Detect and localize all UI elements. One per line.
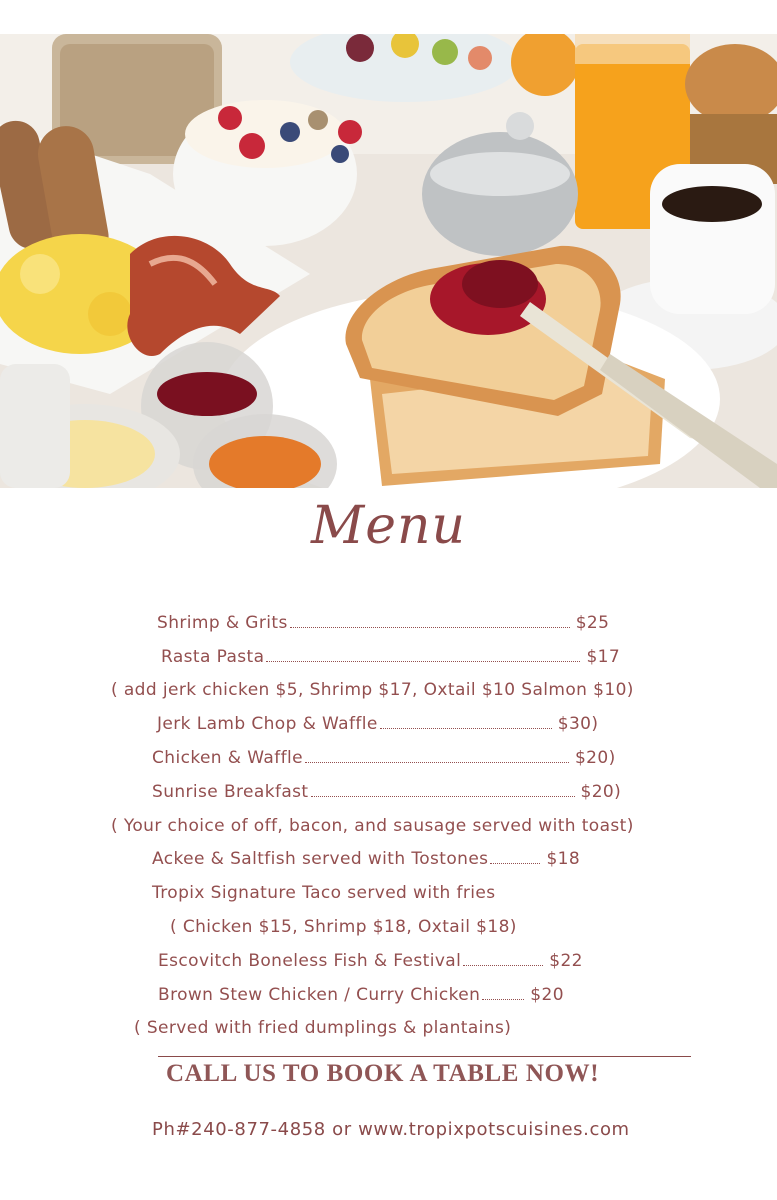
item-name: Shrimp & Grits [157, 613, 288, 633]
call-to-action: CALL US TO BOOK A TABLE NOW! [166, 1060, 600, 1087]
menu-item-brown-stew [158, 985, 564, 1005]
item-price: $20 [530, 985, 564, 1005]
item-note: Tropix Signature Taco served with fries [152, 883, 496, 903]
item-price: $20) [574, 748, 616, 768]
item-name: Sunrise Breakfast [152, 782, 309, 802]
dotted-leader [463, 964, 543, 966]
dotted-leader [482, 998, 524, 1000]
item-name: Brown Stew Chicken / Curry Chicken [158, 985, 481, 1005]
contact-info[interactable]: Ph#240-877-4858 or www.tropixpotscuisines.com [152, 1119, 630, 1140]
item-price: $20) [580, 782, 622, 802]
menu-item-chicken-waffle [152, 748, 616, 768]
menu-item-shrimp-grits [157, 613, 609, 633]
menu-item-jerk-lamb [157, 714, 598, 734]
item-note: ( Your choice of off, bacon, and sausage served with toast) [111, 816, 634, 836]
menu-title: Menu [311, 496, 466, 556]
item-price: $25 [575, 613, 610, 633]
item-note: ( Chicken $15, Shrimp $18, Oxtail $18) [170, 917, 517, 937]
item-name: Chicken & Waffle [152, 748, 303, 768]
menu-item-escovitch-fish [158, 951, 583, 971]
item-note: ( Served with fried dumplings & plantains) [134, 1018, 512, 1038]
menu-note-dumplings [134, 1018, 511, 1038]
dotted-leader [305, 761, 569, 763]
item-name: Ackee & Saltfish served with Tostones [152, 849, 489, 869]
menu-note-pasta-addons [111, 680, 634, 700]
breakfast-photo [0, 34, 777, 488]
item-price: $18 [546, 849, 581, 869]
menu-note-breakfast [111, 816, 634, 836]
item-price: $30) [557, 714, 599, 734]
item-name: Rasta Pasta [161, 647, 265, 667]
breakfast-illustration [0, 34, 777, 488]
divider [158, 1056, 691, 1057]
item-note: ( add jerk chicken $5, Shrimp $17, Oxtail $10 Salmon $10) [111, 680, 634, 700]
menu-item-sunrise-breakfast [152, 782, 621, 802]
dotted-leader [311, 795, 575, 797]
dotted-leader [290, 626, 570, 628]
dotted-leader [380, 727, 552, 729]
menu-item-ackee-saltfish [152, 849, 580, 869]
menu-note-taco-options [170, 917, 517, 937]
menu-item-signature-taco [152, 883, 496, 903]
item-name: Escovitch Boneless Fish & Festival [158, 951, 462, 971]
menu-item-rasta-pasta [161, 647, 620, 667]
item-name: Jerk Lamb Chop & Waffle [157, 714, 378, 734]
dotted-leader [266, 660, 580, 662]
item-price: $17 [586, 647, 621, 667]
item-price: $22 [549, 951, 583, 971]
dotted-leader [490, 862, 540, 864]
